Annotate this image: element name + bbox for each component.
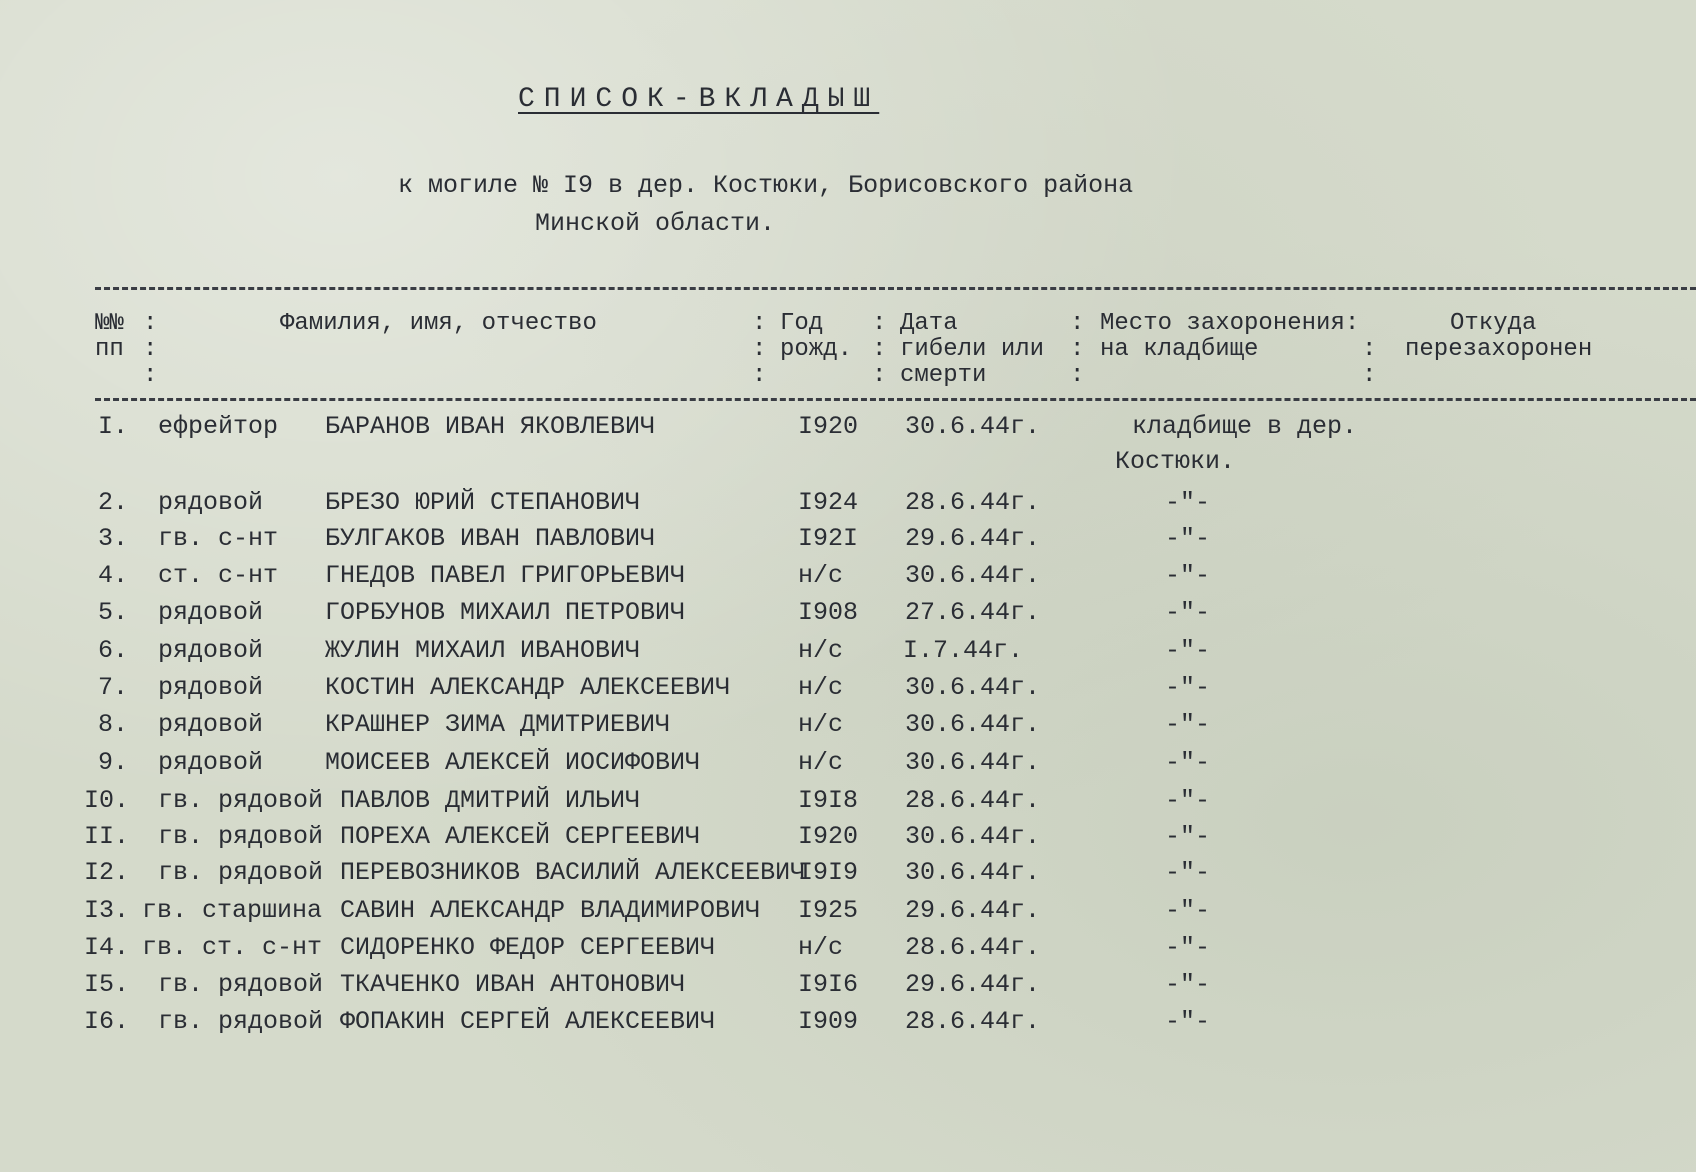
row-number: 8. xyxy=(98,710,129,739)
header-colon: : : : xyxy=(752,310,767,389)
row-death-date: 29.6.44г. xyxy=(905,896,1041,925)
row-burial-place: -"- xyxy=(1165,786,1211,815)
row-death-date: 29.6.44г. xyxy=(905,970,1041,999)
row-rank: рядовой xyxy=(158,673,264,702)
row-burial-place: -"- xyxy=(1165,822,1211,851)
row-name: ГОРБУНОВ МИХАИЛ ПЕТРОВИЧ xyxy=(325,598,686,627)
header-date-line1: Дата xyxy=(900,310,958,337)
row-number: I5. xyxy=(84,970,130,999)
row-death-date: 30.6.44г. xyxy=(905,710,1041,739)
row-rank: гв. рядовой xyxy=(158,970,324,999)
row-number: 3. xyxy=(98,524,129,553)
row-death-date: 30.6.44г. xyxy=(905,858,1041,887)
row-number: 6. xyxy=(98,636,129,665)
header-from-line1: Откуда xyxy=(1450,310,1537,337)
row-birth-year: I9I6 xyxy=(798,970,859,999)
row-name: КРАШНЕР ЗИМА ДМИТРИЕВИЧ xyxy=(325,710,671,739)
row-number: II. xyxy=(84,822,130,851)
row-birth-year: н/с xyxy=(798,561,844,590)
header-num-line1: №№ xyxy=(95,310,124,337)
row-birth-year: н/с xyxy=(798,636,844,665)
row-death-date: 30.6.44г. xyxy=(905,561,1041,590)
row-name: ПЕРЕВОЗНИКОВ ВАСИЛИЙ АЛЕКСЕЕВИЧ xyxy=(340,858,806,887)
row-birth-year: I920 xyxy=(798,412,859,441)
row-burial-place: -"- xyxy=(1165,636,1211,665)
row-name: БАРАНОВ ИВАН ЯКОВЛЕВИЧ xyxy=(325,412,656,441)
header-colon: : : : xyxy=(143,310,158,389)
row-burial-place: -"- xyxy=(1165,598,1211,627)
row-death-date: 30.6.44г. xyxy=(905,822,1041,851)
row-number: 4. xyxy=(98,561,129,590)
row-burial-place: -"- xyxy=(1165,748,1211,777)
row-burial-place: -"- xyxy=(1165,710,1211,739)
row-death-date: 28.6.44г. xyxy=(905,1007,1041,1036)
row-name: КОСТИН АЛЕКСАНДР АЛЕКСЕЕВИЧ xyxy=(325,673,731,702)
row-burial-place: -"- xyxy=(1165,970,1211,999)
row-name: БУЛГАКОВ ИВАН ПАВЛОВИЧ xyxy=(325,524,656,553)
document-subtitle-line1: к могиле № I9 в дер. Костюки, Борисовского района xyxy=(398,171,1134,200)
row-rank: гв. рядовой xyxy=(158,1007,324,1036)
row-burial-place: -"- xyxy=(1165,673,1211,702)
row-name: МОИСЕЕВ АЛЕКСЕЙ ИОСИФОВИЧ xyxy=(325,748,701,777)
row-death-date: 28.6.44г. xyxy=(905,786,1041,815)
row-burial-place: -"- xyxy=(1165,896,1211,925)
row-rank: ст. с-нт xyxy=(158,561,279,590)
row-burial-place: -"- xyxy=(1165,524,1211,553)
row-name: БРЕЗО ЮРИЙ СТЕПАНОВИЧ xyxy=(325,488,641,517)
header-top-divider xyxy=(95,287,1696,290)
row-rank: гв. рядовой xyxy=(158,786,324,815)
row-burial-place: -"- xyxy=(1165,858,1211,887)
header-date-line2: гибели или xyxy=(900,336,1045,363)
header-colon: : : xyxy=(1362,336,1377,389)
row-number: 7. xyxy=(98,673,129,702)
document-title: СПИСОК-ВКЛАДЫШ xyxy=(518,84,880,115)
row-death-date: 28.6.44г. xyxy=(905,933,1041,962)
header-place-line1: Место захоронения: xyxy=(1100,310,1360,337)
row-rank: рядовой xyxy=(158,636,264,665)
row-rank: рядовой xyxy=(158,598,264,627)
row-birth-year: I908 xyxy=(798,598,859,627)
row-number: 9. xyxy=(98,748,129,777)
row-rank: гв. рядовой xyxy=(158,822,324,851)
header-date-line3: смерти xyxy=(900,362,987,389)
row-name: ГНЕДОВ ПАВЕЛ ГРИГОРЬЕВИЧ xyxy=(325,561,686,590)
row-number: I6. xyxy=(84,1007,130,1036)
row-burial-place: -"- xyxy=(1165,488,1211,517)
row-name: ПОРЕХА АЛЕКСЕЙ СЕРГЕЕВИЧ xyxy=(340,822,701,851)
row-birth-year: I9I8 xyxy=(798,786,859,815)
row-birth-year: I92I xyxy=(798,524,859,553)
header-colon: : : : xyxy=(1070,310,1085,389)
row-name: СИДОРЕНКО ФЕДОР СЕРГЕЕВИЧ xyxy=(340,933,716,962)
first-place-line2: Костюки. xyxy=(1115,447,1236,476)
row-rank: ефрейтор xyxy=(158,412,279,441)
row-burial-place: кладбище в дер. xyxy=(1132,412,1358,441)
row-name: ПАВЛОВ ДМИТРИЙ ИЛЬИЧ xyxy=(340,786,641,815)
row-number: I2. xyxy=(84,858,130,887)
row-number: I. xyxy=(98,412,129,441)
header-name: Фамилия, имя, отчество xyxy=(280,310,597,337)
row-rank: рядовой xyxy=(158,488,264,517)
header-bottom-divider xyxy=(95,398,1696,401)
row-number: I3. xyxy=(84,896,130,925)
row-name: ЖУЛИН МИХАИЛ ИВАНОВИЧ xyxy=(325,636,641,665)
row-rank: гв. ст. с-нт xyxy=(142,933,323,962)
row-birth-year: н/с xyxy=(798,673,844,702)
header-num-line2: пп xyxy=(95,336,124,363)
row-rank: рядовой xyxy=(158,748,264,777)
row-birth-year: н/с xyxy=(798,933,844,962)
header-place-line2: на кладбище xyxy=(1100,336,1259,363)
row-number: 5. xyxy=(98,598,129,627)
row-death-date: 29.6.44г. xyxy=(905,524,1041,553)
row-number: I0. xyxy=(84,786,130,815)
document-subtitle-line2: Минской области. xyxy=(535,209,776,238)
header-year-line1: Год xyxy=(780,310,824,337)
row-birth-year: I9I9 xyxy=(798,858,859,887)
row-burial-place: -"- xyxy=(1165,933,1211,962)
row-birth-year: н/с xyxy=(798,748,844,777)
row-burial-place: -"- xyxy=(1165,1007,1211,1036)
header-year-line2: рожд. xyxy=(780,336,853,363)
row-birth-year: I925 xyxy=(798,896,859,925)
row-death-date: 30.6.44г. xyxy=(905,748,1041,777)
row-rank: гв. старшина xyxy=(142,896,323,925)
row-number: 2. xyxy=(98,488,129,517)
header-colon: : : : xyxy=(872,310,887,389)
row-number: I4. xyxy=(84,933,130,962)
header-from-line2: перезахоронен xyxy=(1405,336,1593,363)
row-death-date: 30.6.44г. xyxy=(905,673,1041,702)
row-name: ТКАЧЕНКО ИВАН АНТОНОВИЧ xyxy=(340,970,686,999)
row-burial-place: -"- xyxy=(1165,561,1211,590)
row-birth-year: н/с xyxy=(798,710,844,739)
row-death-date: 27.6.44г. xyxy=(905,598,1041,627)
row-death-date: I.7.44г. xyxy=(903,636,1024,665)
row-birth-year: I920 xyxy=(798,822,859,851)
row-death-date: 28.6.44г. xyxy=(905,488,1041,517)
row-rank: рядовой xyxy=(158,710,264,739)
row-birth-year: I909 xyxy=(798,1007,859,1036)
row-rank: гв. рядовой xyxy=(158,858,324,887)
row-name: САВИН АЛЕКСАНДР ВЛАДИМИРОВИЧ xyxy=(340,896,761,925)
row-name: ФОПАКИН СЕРГЕЙ АЛЕКСЕЕВИЧ xyxy=(340,1007,716,1036)
row-rank: гв. с-нт xyxy=(158,524,279,553)
row-birth-year: I924 xyxy=(798,488,859,517)
row-death-date: 30.6.44г. xyxy=(905,412,1041,441)
